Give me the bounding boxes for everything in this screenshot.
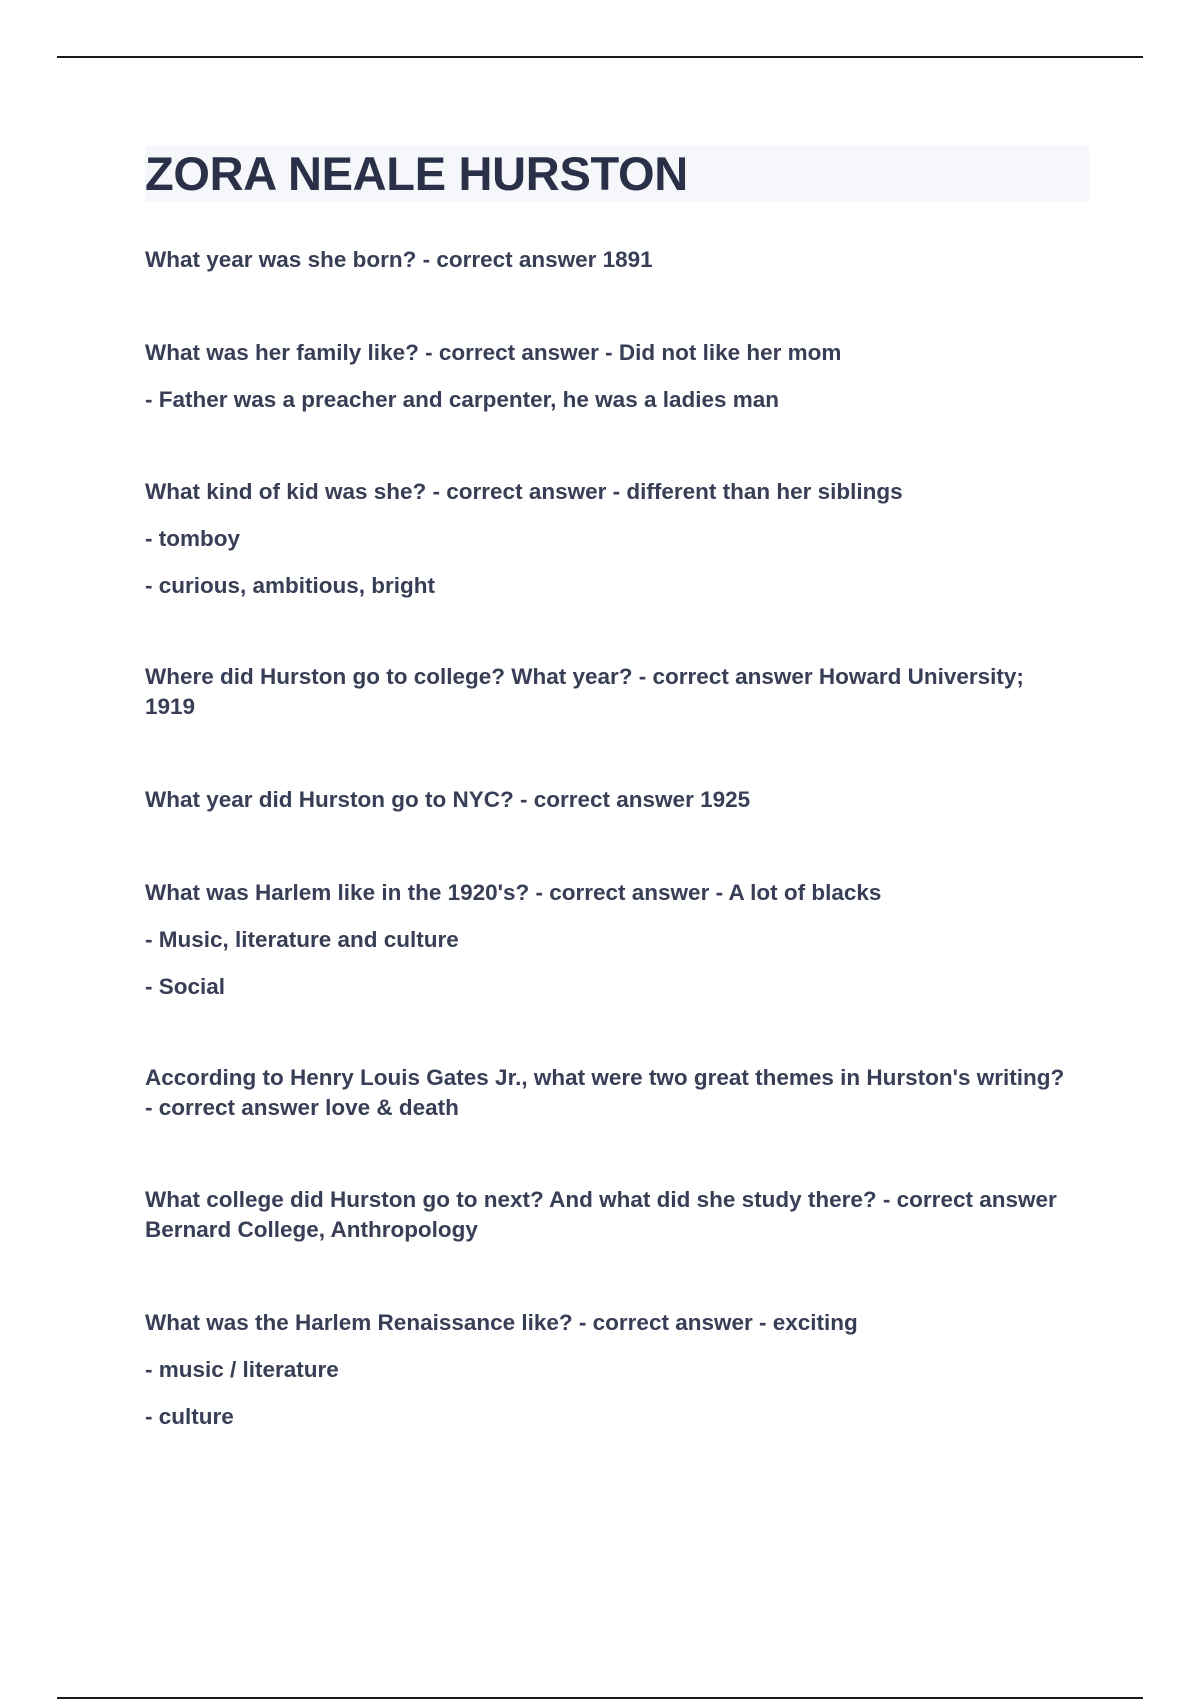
qa-bullet: - music / literature (145, 1357, 339, 1382)
qa-item-family (145, 338, 1065, 415)
bottom-rule (57, 1697, 1143, 1699)
qa-item-childhood (145, 477, 1065, 601)
qa-line: What was Harlem like in the 1920's? - correct answer - A lot of blacks (145, 880, 882, 905)
qa-bullet: - curious, ambitious, bright (145, 573, 436, 598)
qa-bullet: - Music, literature and culture (145, 927, 459, 952)
qa-bullet: - culture (145, 1404, 234, 1429)
qa-line: What was her family like? - correct answer - Did not like her mom (145, 340, 842, 365)
qa-item-nyc (145, 785, 1065, 815)
qa-bullet: - Father was a preacher and carpenter, he was a ladies man (145, 387, 780, 412)
qa-line: What year did Hurston go to NYC? - correct answer 1925 (145, 787, 751, 812)
qa-item-next-college (145, 1185, 1065, 1245)
qa-line: What kind of kid was she? - correct answer - different than her siblings (145, 479, 903, 504)
qa-item-themes (145, 1063, 1065, 1123)
qa-line: According to Henry Louis Gates Jr., what were two great themes in Hurston's writing? - correct answer love & death (145, 1065, 1065, 1120)
qa-line: What college did Hurston go to next? And what did she study there? - correct answer Bernard College, Anthropology (145, 1187, 1057, 1242)
qa-line: What was the Harlem Renaissance like? - correct answer - exciting (145, 1310, 858, 1335)
qa-item-renaissance (145, 1308, 1065, 1432)
qa-line: What year was she born? - correct answer 1891 (145, 247, 653, 272)
document-title: ZORA NEALE HURSTON (145, 147, 688, 200)
qa-item-harlem (145, 878, 1065, 1002)
qa-item-birth-year (145, 245, 1065, 275)
top-rule (57, 56, 1143, 58)
qa-line: Where did Hurston go to college? What year? - correct answer Howard University; 1919 (145, 664, 1024, 719)
qa-bullet: - tomboy (145, 526, 240, 551)
qa-bullet: - Social (145, 974, 226, 999)
qa-item-college (145, 662, 1065, 722)
